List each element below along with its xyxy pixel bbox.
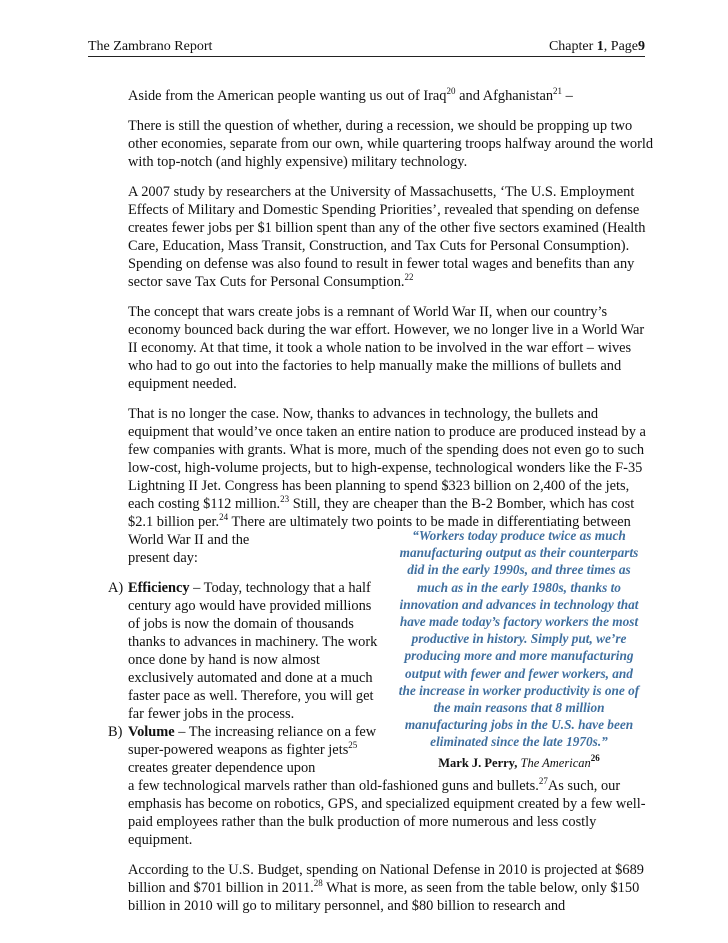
footnote-ref-20: 20 (446, 86, 456, 96)
paragraph-2: There is still the question of whether, during a recession, we should be propping up two other economies, separate from our own, while quartering troops halfway around the world with top-notch (and highly expensive) military technology. (128, 118, 654, 170)
pull-quote-attribution (396, 752, 642, 772)
p1-text-c: – (562, 88, 573, 104)
footnote-ref-22: 22 (404, 272, 414, 282)
report-title: The Zambrano Report (88, 39, 213, 54)
p1-text-a: Aside from the American people wanting us out of Iraq (128, 88, 447, 104)
page-header (88, 39, 645, 57)
volume-text-a: – The increasing reliance on a few super-powered weapons as fighter jets (128, 724, 377, 758)
page-prefix: , Page (603, 39, 638, 54)
volume-text-c: a few technological marvels rather than old-fashioned guns and bullets. (128, 778, 539, 794)
p6-text-b: What is more, as seen from the table below, only $150 billion in 2010 will go to military personnel, and $80 billion to research and (128, 880, 640, 914)
list-marker-a: A) (108, 580, 124, 596)
volume-label: Volume (128, 724, 175, 740)
footnote-ref-26: 26 (590, 752, 600, 763)
efficiency-text: – Today, technology that a half century ago would have provided millions of jobs is now the domain of thousands thanks to advances in machinery. The work once done by hand is now almost exclusively automated and done at a much faster pace as well. Therefore, you will get far fewer jobs in the process. (128, 580, 378, 722)
footnote-ref-23: 23 (280, 494, 290, 504)
chapter-number: 1 (596, 39, 604, 54)
page-number: 9 (638, 39, 645, 54)
footnote-ref-24: 24 (219, 512, 229, 522)
footnote-ref-21: 21 (553, 86, 563, 96)
footnote-ref-25: 25 (348, 740, 358, 750)
list-marker-b: B) (108, 724, 123, 740)
chapter-prefix: Chapter (548, 39, 597, 54)
p5-text-b: Still, they are cheaper than the B-2 Bomber, which has cost $2.1 billion per. (128, 496, 635, 530)
p5-text-a: That is no longer the case. Now, thanks to advances in technology, the bullets and equipment that would’ve once taken an entire nation to produce are produced instead by a few companies with grants. What is more, much of the spending does not even go to such low-cost, high-volume projects, but to high-expense, technological wonders like the F-35 Lightning II Jet. Congress has been planning to spend $323 billion on 2,400 of the jets, each costing $112 million. (128, 406, 646, 512)
pull-quote-text: “Workers today produce twice as much manufacturing output as their counterparts did in the early 1990s, and three times as much as in the early 1980s, thanks to innovation and advances in technology that have made today’s factory workers the most productive in history. Simply put, we’re producing more and more manufacturing output with fewer and fewer workers, and the increase in worker productivity is one of the main reasons that 8 million manufacturing jobs in the U.S. have been eliminated since the late 1970s.” (398, 528, 640, 750)
paragraph-6 (128, 861, 656, 915)
attribution-separator: , (514, 755, 521, 770)
footnote-ref-28: 28 (313, 878, 323, 888)
p6-text-a: According to the U.S. Budget, spending on National Defense in 2010 is projected at $689 billion and $701 billion in 2011. (128, 862, 644, 896)
document-body (108, 86, 656, 927)
paragraph-1 (128, 87, 656, 105)
list-item-efficiency (108, 579, 378, 723)
p5-text-d: present day: (128, 550, 198, 566)
chapter-page-label (549, 39, 645, 55)
pull-quote (396, 527, 642, 772)
paragraph-3 (128, 183, 656, 291)
quote-publication: The American (520, 755, 591, 770)
p1-text-b: and Afghanistan (455, 88, 554, 104)
p3-text: A 2007 study by researchers at the University of Massachusetts, ‘The U.S. Employment Effects of Military and Domestic Spending Priorities’, revealed that spending on defense creates fewer jobs per $1 billion spent than any of the other five sectors examined (Health Care, Education, Mass Transit, Construction, and Tax Cuts for Personal Consumption). Spending on defense was also found to result in fewer total wages and benefits than any sector save Tax Cuts for Personal Consumption. (128, 184, 646, 290)
paragraph-4: The concept that wars create jobs is a remnant of World War II, when our country’s economy bounced back during the war effort. However, we no longer live in a World War II economy. At that time, it took a whole nation to be involved in the war effort – wives who had to go out into the factories to help manually make the millions of bullets and equipment needed. (128, 304, 645, 392)
volume-text-d: As such, our emphasis has become on robotics, GPS, and specialized equipment created by a few well-paid employees rather than the bulk production of more numerous and less costly equipment. (128, 778, 646, 848)
footnote-ref-27: 27 (538, 776, 548, 786)
volume-text-b: creates greater dependence upon (128, 760, 316, 776)
efficiency-label: Efficiency (128, 580, 190, 596)
quote-author: Mark J. Perry (438, 755, 515, 770)
p5-text-c: There are ultimately two points to be made in differentiating between World War II and the (128, 514, 631, 548)
